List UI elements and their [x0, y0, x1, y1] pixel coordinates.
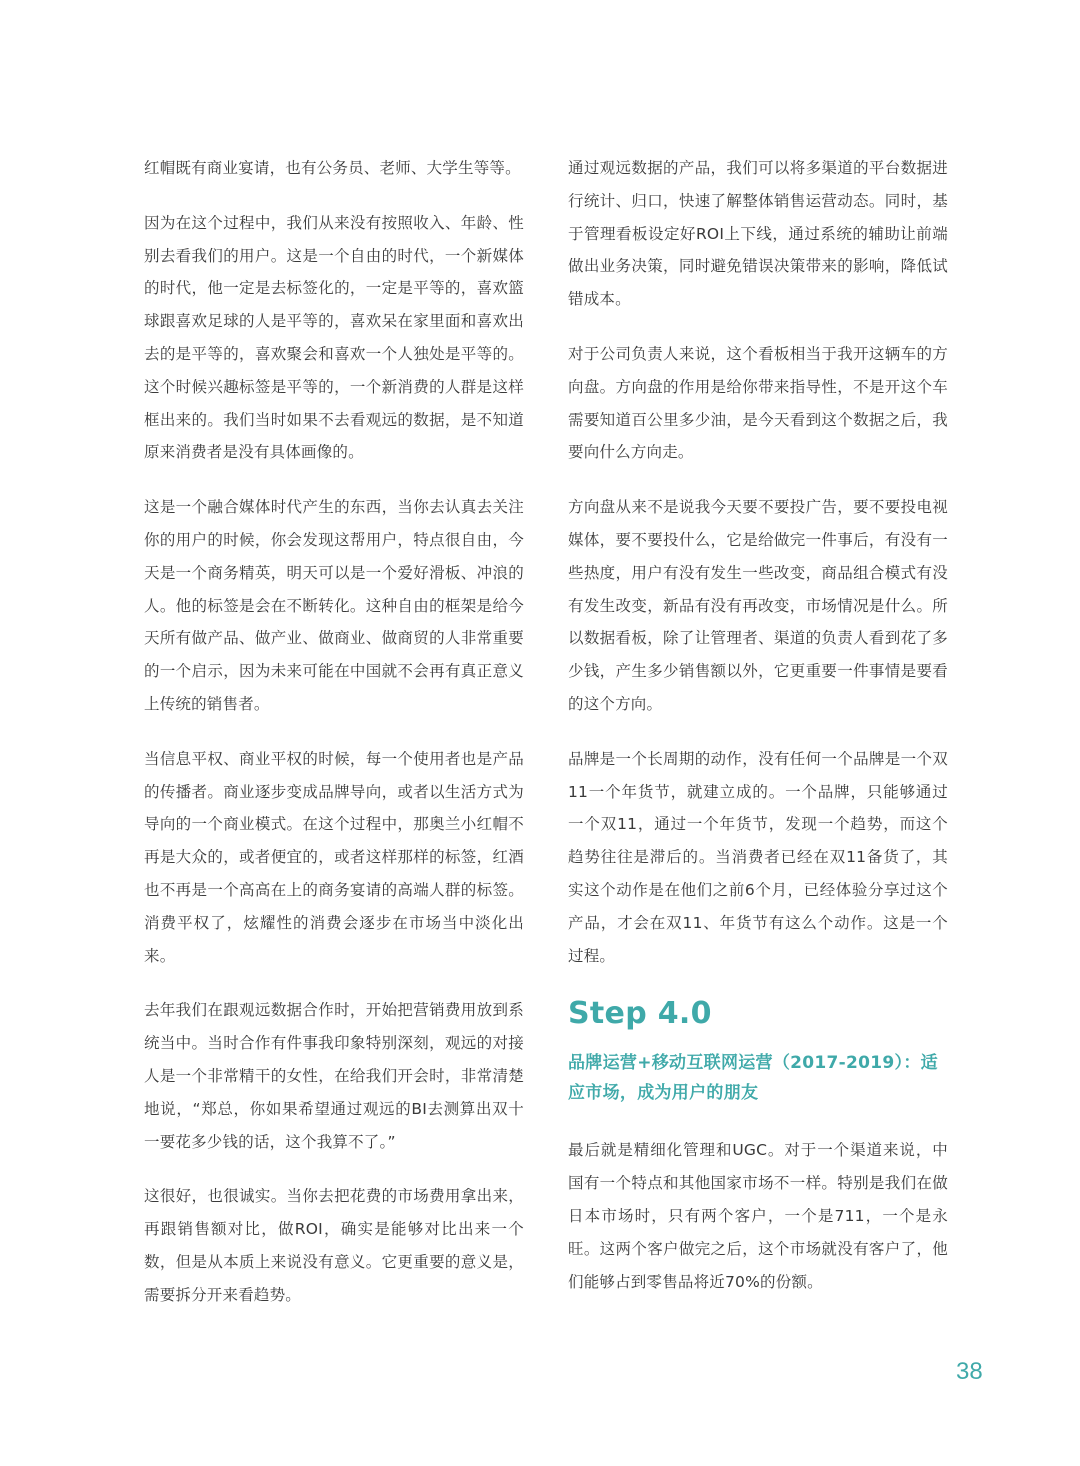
- paragraph: 对于公司负责人来说，这个看板相当于我开这辆车的方向盘。方向盘的作用是给你带来指导性，不是开这个车需要知道百公里多少油，是今天看到这个数据之后，我要向什么方向走。: [568, 344, 948, 462]
- step-title: Step 4.0: [568, 996, 712, 1032]
- paragraph: 因为在这个过程中，我们从来没有按照收入、年龄、性别去看我们的用户。这是一个自由的时代，一个新媒体的时代，他一定是去标签化的，一定是平等的，喜欢篮球跟喜欢足球的人是平等的，喜欢呆在家里面和喜欢出去的是平等的，喜欢聚会和喜欢一个人独处是平等的。这个时候兴趣标签是平等的，一个新消费的人群是这样框出来的。我们当时如果不去看观远的数据，是不知道原来消费者是没有具体画像的。: [144, 213, 524, 462]
- left-column: [144, 152, 524, 1334]
- right-column: [568, 152, 948, 1320]
- page-number: 38: [956, 1358, 983, 1385]
- paragraph: 这是一个融合媒体时代产生的东西，当你去认真去关注你的用户的时候，你会发现这帮用户，特点很自由，今天是一个商务精英，明天可以是一个爱好滑板、冲浪的人。他的标签是会在不断转化。这种自由的框架是给今天所有做产品、做产业、做商业、做商贸的人非常重要的一个启示，因为未来可能在中国就不会再有真正意义上传统的销售者。: [144, 498, 524, 713]
- step-subtitle: 品牌运营+移动互联网运营（2017-2019）：适应市场，成为用户的朋友: [568, 1053, 938, 1104]
- paragraph: 当信息平权、商业平权的时候，每一个使用者也是产品的传播者。商业逐步变成品牌导向，或者以生活方式为导向的一个商业模式。在这个过程中，那奥兰小红帽不再是大众的，或者便宜的，或者这样那样的标签，红酒也不再是一个高高在上的商务宴请的高端人群的标签。消费平权了，炫耀性的消费会逐步在市场当中淡化出来。: [144, 749, 524, 965]
- paragraph: 红帽既有商业宴请，也有公务员、老师、大学生等等。: [144, 159, 521, 177]
- paragraph: 通过观远数据的产品，我们可以将多渠道的平台数据进行统计、归口，快速了解整体销售运营动态。同时，基于管理看板设定好ROI上下线，通过系统的辅助让前端做出业务决策，同时避免错误决策带来的影响，降低试错成本。: [568, 159, 948, 309]
- paragraph: 品牌是一个长周期的动作，没有任何一个品牌是一个双11一个年货节，就建立成的。一个品牌，只能够通过一个双11，通过一个年货节，发现一个趋势，而这个趋势往往是滞后的。当消费者已经在双11备货了，其实这个动作是在他们之前6个月，已经体验分享过这个产品，才会在双11、年货节有这么个动作。这是一个过程。: [568, 749, 948, 965]
- paragraph: 去年我们在跟观远数据合作时，开始把营销费用放到系统当中。当时合作有件事我印象特别深刻，观远的对接人是一个非常精干的女性，在给我们开会时，非常清楚地说，“郑总，你如果希望通过观远的BI去测算出双十一要花多少钱的话，这个我算不了。”: [144, 1001, 524, 1151]
- paragraph: 方向盘从来不是说我今天要不要投广告，要不要投电视媒体，要不要投什么，它是给做完一件事后，有没有一些热度，用户有没有发生一些改变，商品组合模式有没有发生改变，新品有没有再改变，市场情况是什么。所以数据看板，除了让管理者、渠道的负责人看到花了多少钱，产生多少销售额以外，它更重要一件事情是要看的这个方向。: [568, 498, 948, 713]
- paragraph: 最后就是精细化管理和UGC。对于一个渠道来说，中国有一个特点和其他国家市场不一样。特别是我们在做日本市场时，只有两个客户，一个是711，一个是永旺。这两个客户做完之后，这个市场就没有客户了，他们能够占到零售品将近70%的份额。: [568, 1141, 948, 1291]
- paragraph: 这很好，也很诚实。当你去把花费的市场费用拿出来，再跟销售额对比，做ROI，确实是能够对比出来一个数，但是从本质上来说没有意义。它更重要的意义是，需要拆分开来看趋势。: [144, 1187, 524, 1304]
